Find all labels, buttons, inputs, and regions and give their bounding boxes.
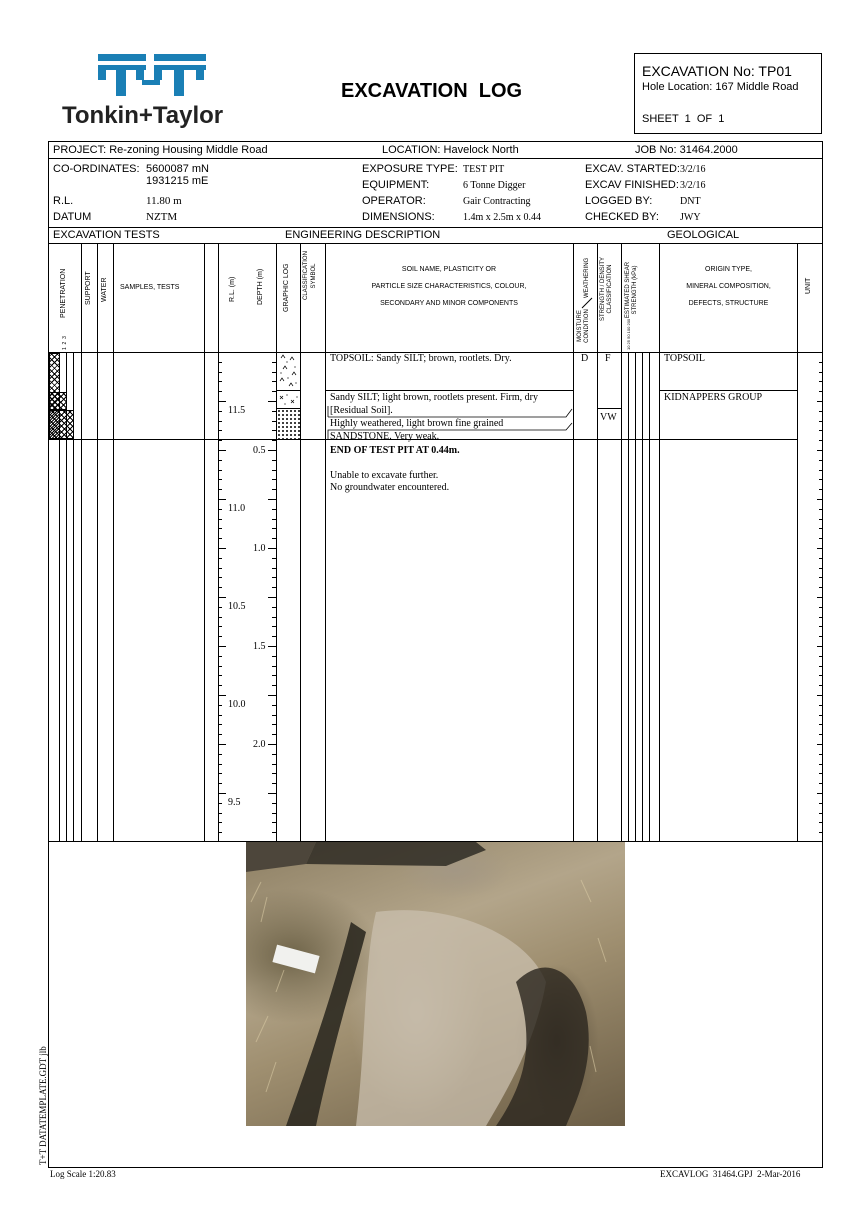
scale-tick (272, 430, 276, 431)
scale-tick (218, 832, 222, 833)
scale-tick (268, 744, 276, 745)
scale-tick (272, 470, 276, 471)
rl-label-11-0: 11.0 (228, 503, 246, 514)
equipment-value: 6 Tonne Digger (463, 180, 526, 191)
scale-tick (819, 764, 823, 765)
col-moisture: MOISTURE CONDITION (577, 309, 590, 343)
rl-label-10-0: 10.0 (228, 699, 246, 710)
scale-tick (817, 548, 823, 549)
scale-tick (819, 626, 823, 627)
layer-silt-line-2: [Residual Soil]. (330, 405, 393, 416)
scale-tick (218, 587, 222, 588)
scale-tick (272, 489, 276, 490)
coordinate-northing: 5600087 mN (146, 163, 209, 175)
scale-tick (819, 577, 823, 578)
geological-unit-kidnappers: KIDNAPPERS GROUP (664, 392, 763, 403)
scale-tick (272, 372, 276, 373)
scale-tick (218, 577, 222, 578)
note-unable-to-excavate: Unable to excavate further. (330, 470, 439, 481)
scale-tick (819, 813, 823, 814)
scale-tick (218, 362, 222, 363)
rl-label: R.L. (53, 195, 74, 207)
finished-value: 3/2/16 (680, 180, 706, 191)
scale-tick (272, 528, 276, 529)
col-classification: CLASSIFICATION SYMBOL (303, 251, 317, 300)
scale-tick (817, 695, 823, 696)
scale-tick (272, 675, 276, 676)
scale-tick (272, 421, 276, 422)
started-label: EXCAV. STARTED: (585, 163, 680, 175)
scale-tick (819, 617, 823, 618)
coordinate-easting: 1931215 mE (146, 175, 209, 187)
scale-tick (218, 813, 222, 814)
col-soil-line-2: PARTICLE SIZE CHARACTERISTICS, COLOUR, (371, 283, 527, 290)
col-soil-line-3: SECONDARY AND MINOR COMPONENTS (380, 300, 518, 307)
company-name: Tonkin+Taylor (62, 102, 224, 129)
scale-tick (218, 626, 222, 627)
log-title: EXCAVATION LOG (341, 80, 523, 102)
scale-tick (819, 568, 823, 569)
depth-label-2-0: 2.0 (253, 739, 266, 750)
scale-tick (819, 519, 823, 520)
col-weathering: WEATHERING (584, 257, 590, 298)
unit-scale (815, 352, 823, 841)
scale-tick (817, 401, 823, 402)
started-value: 3/2/16 (680, 164, 706, 175)
equipment-label: EQUIPMENT: (362, 179, 430, 191)
scale-tick (272, 656, 276, 657)
graphic-log-silt (277, 391, 300, 408)
scale-tick (819, 460, 823, 461)
scale-tick (272, 577, 276, 578)
slash-divider (581, 296, 593, 306)
scale-tick (218, 421, 222, 422)
graphic-log-topsoil (277, 353, 300, 390)
scale-tick (268, 352, 276, 353)
scale-tick (819, 538, 823, 539)
scale-tick (218, 822, 222, 823)
dimensions-value: 1.4m x 2.5m x 0.44 (463, 212, 542, 223)
scale-tick (218, 519, 222, 520)
scale-tick (272, 440, 276, 441)
scale-tick (272, 509, 276, 510)
scale-tick (272, 538, 276, 539)
scale-tick (819, 822, 823, 823)
scale-tick (272, 822, 276, 823)
scale-tick (819, 607, 823, 608)
scale-tick (218, 656, 222, 657)
file-reference: EXCAVLOG 31464.GPJ 2-Mar-2016 (660, 1169, 801, 1179)
moisture-value-layer-1: D (581, 353, 589, 364)
scale-tick (819, 440, 823, 441)
col-graphic-log: GRAPHIC LOG (283, 263, 290, 312)
scale-tick (268, 646, 276, 647)
scale-tick (218, 372, 222, 373)
scale-tick (218, 411, 222, 412)
note-no-groundwater: No groundwater encountered. (330, 482, 450, 493)
scale-tick (218, 470, 222, 471)
scale-tick (272, 391, 276, 392)
scale-tick (819, 421, 823, 422)
geological-unit-topsoil: TOPSOIL (664, 353, 705, 364)
col-geological-description (660, 264, 797, 310)
scale-tick (819, 372, 823, 373)
scale-tick (218, 705, 222, 706)
scale-tick (272, 568, 276, 569)
col-water: WATER (101, 277, 108, 302)
scale-tick (819, 470, 823, 471)
checked-label: CHECKED BY: (585, 211, 659, 223)
exposure-label: EXPOSURE TYPE: (362, 163, 458, 175)
scale-tick (218, 773, 222, 774)
scale-tick (272, 636, 276, 637)
scale-tick (817, 597, 823, 598)
scale-tick (218, 430, 222, 431)
scale-tick (218, 489, 222, 490)
col-origin-line-3: DEFECTS, STRUCTURE (688, 300, 769, 307)
scale-tick (272, 411, 276, 412)
scale-tick (272, 519, 276, 520)
operator-value: Gair Contracting (463, 196, 531, 207)
topsoil-pattern-icon (277, 353, 300, 390)
job-number: JOB No: 31464.2000 (635, 144, 738, 156)
scale-tick (218, 715, 222, 716)
project-location: LOCATION: Havelock North (382, 144, 519, 156)
col-soil-line-1: SOIL NAME, PLASTICITY OR (401, 266, 497, 273)
scale-tick (218, 764, 222, 765)
col-penetration: PENETRATION (60, 268, 67, 318)
scale-tick (819, 832, 823, 833)
scale-tick (819, 587, 823, 588)
scale-tick (272, 783, 276, 784)
scale-tick (218, 734, 222, 735)
scale-tick (218, 538, 222, 539)
scale-tick (268, 401, 276, 402)
scale-tick (817, 352, 823, 353)
scale-tick (268, 793, 276, 794)
scale-tick (819, 803, 823, 804)
scale-tick (272, 607, 276, 608)
scale-tick (218, 646, 226, 647)
scale-tick (272, 617, 276, 618)
scale-tick (272, 479, 276, 480)
layer-sandstone-line-2: SANDSTONE. Very weak. (330, 431, 440, 442)
scale-tick (272, 715, 276, 716)
scale-tick (268, 548, 276, 549)
scale-tick (218, 479, 222, 480)
scale-tick (819, 489, 823, 490)
scale-tick (819, 705, 823, 706)
col-rl: R.L. (m) (229, 276, 236, 302)
col-origin-line-1: ORIGIN TYPE, (705, 266, 752, 273)
scale-tick (819, 656, 823, 657)
exposure-value: TEST PIT (463, 164, 505, 175)
scale-tick (272, 832, 276, 833)
coordinates-label: CO-ORDINATES: (53, 163, 140, 175)
scale-tick (218, 558, 222, 559)
scale-tick (272, 724, 276, 725)
operator-label: OPERATOR: (362, 195, 426, 207)
logged-label: LOGGED BY: (585, 195, 653, 207)
scale-tick (819, 773, 823, 774)
col-penetration-scale: 1 2 3 (62, 336, 68, 350)
depth-label-1-5: 1.5 (253, 641, 266, 652)
scale-tick (272, 734, 276, 735)
project-name: PROJECT: Re-zoning Housing Middle Road (53, 144, 268, 156)
scale-tick (272, 362, 276, 363)
section-geological: GEOLOGICAL (667, 229, 740, 241)
scale-tick (272, 764, 276, 765)
scale-tick (218, 450, 226, 451)
scale-tick (817, 450, 823, 451)
end-of-test-pit: END OF TEST PIT AT 0.44m. (330, 445, 460, 456)
scale-tick (218, 666, 222, 667)
section-excavation-tests: EXCAVATION TESTS (53, 229, 160, 241)
penetration-bar-3 (49, 410, 74, 439)
scale-tick (272, 558, 276, 559)
graphic-log-sandstone (277, 409, 300, 439)
scale-tick (819, 381, 823, 382)
rl-label-9-5: 9.5 (228, 797, 241, 808)
scale-tick (819, 411, 823, 412)
rl-label-10-5: 10.5 (228, 601, 246, 612)
section-engineering-description: ENGINEERING DESCRIPTION (285, 229, 441, 241)
scale-tick (218, 401, 226, 402)
scale-tick (218, 509, 222, 510)
silt-pattern-icon (277, 391, 300, 408)
scale-tick (218, 607, 222, 608)
scale-tick (218, 548, 226, 549)
rl-label-11-5: 11.5 (228, 405, 246, 416)
scale-tick (819, 724, 823, 725)
col-soil-description (326, 264, 572, 310)
scale-tick (819, 558, 823, 559)
scale-tick (819, 666, 823, 667)
scale-tick (218, 783, 222, 784)
scale-tick (272, 587, 276, 588)
scale-tick (218, 391, 222, 392)
col-shear: ESTIMATED SHEAR STRENGTH (kPa) (625, 261, 638, 319)
scale-tick (819, 754, 823, 755)
sheet-number: SHEET 1 OF 1 (642, 113, 725, 125)
scale-tick (272, 754, 276, 755)
datum-label: DATUM (53, 211, 92, 223)
scale-tick (218, 803, 222, 804)
scale-tick (272, 626, 276, 627)
col-origin-line-2: MINERAL COMPOSITION, (686, 283, 771, 290)
logged-value: DNT (680, 196, 701, 207)
scale-tick (817, 499, 823, 500)
scale-tick (272, 666, 276, 667)
scale-tick (817, 744, 823, 745)
template-side-text: T+T DATATEMPLATE.GDT jlb (38, 1046, 48, 1165)
col-samples: SAMPLES, TESTS (120, 284, 180, 291)
scale-tick (218, 597, 226, 598)
scale-tick (272, 381, 276, 382)
scale-tick (218, 381, 222, 382)
scale-tick (218, 460, 222, 461)
scale-tick (218, 499, 226, 500)
scale-tick (819, 479, 823, 480)
col-depth: DEPTH (m) (257, 268, 264, 305)
scale-tick (819, 685, 823, 686)
scale-tick (268, 450, 276, 451)
scale-tick (819, 715, 823, 716)
finished-label: EXCAV FINISHED: (585, 179, 679, 191)
scale-tick (819, 362, 823, 363)
scale-tick (218, 636, 222, 637)
scale-tick (272, 813, 276, 814)
scale-tick (817, 646, 823, 647)
scale-tick (272, 773, 276, 774)
strength-value-layer-3: VW (600, 412, 617, 423)
scale-tick (272, 685, 276, 686)
scale-tick (819, 391, 823, 392)
strength-value-layer-1: F (605, 353, 611, 364)
datum-value: NZTM (146, 211, 178, 223)
rl-scale (218, 352, 228, 841)
scale-tick (218, 695, 226, 696)
scale-tick (218, 440, 222, 441)
col-strength: STRENGTH / DENSITY CLASSIFICATION (600, 257, 613, 322)
scale-tick (272, 460, 276, 461)
scale-tick (272, 803, 276, 804)
layer-silt-line-1: Sandy SILT; light brown, rootlets present. Firm, dry (330, 392, 538, 403)
company-logo (96, 52, 208, 100)
photo-illustration (246, 842, 625, 1126)
checked-value: JWY (680, 212, 701, 223)
log-scale: Log Scale 1:20.83 (50, 1169, 116, 1179)
scale-tick (218, 675, 222, 676)
scale-tick (817, 793, 823, 794)
test-pit-photo (246, 842, 625, 1126)
scale-tick (819, 734, 823, 735)
col-shear-scale: 10 25 50 100 200 (626, 318, 631, 350)
scale-tick (819, 509, 823, 510)
scale-tick (819, 430, 823, 431)
scale-tick (218, 352, 226, 353)
col-support: SUPPORT (85, 271, 92, 305)
depth-scale (268, 352, 276, 841)
scale-tick (218, 744, 226, 745)
scale-tick (819, 528, 823, 529)
scale-tick (218, 617, 222, 618)
scale-tick (218, 793, 226, 794)
scale-tick (268, 499, 276, 500)
depth-label-0-5: 0.5 (253, 445, 266, 456)
scale-tick (218, 528, 222, 529)
excavation-number: EXCAVATION No: TP01 (642, 63, 792, 79)
hole-location: Hole Location: 167 Middle Road (642, 81, 799, 93)
scale-tick (819, 675, 823, 676)
scale-tick (218, 724, 222, 725)
scale-tick (272, 705, 276, 706)
rl-value: 11.80 m (146, 195, 182, 207)
scale-tick (218, 568, 222, 569)
scale-tick (268, 695, 276, 696)
scale-tick (819, 783, 823, 784)
scale-tick (268, 597, 276, 598)
tt-logo-mark (96, 52, 208, 100)
penetration-bar-2 (49, 392, 67, 410)
layer-topsoil-description: TOPSOIL: Sandy SILT; brown, rootlets. Dry. (330, 353, 512, 364)
depth-label-1-0: 1.0 (253, 543, 266, 554)
scale-tick (819, 636, 823, 637)
layer-sandstone-line-1: Highly weathered, light brown fine grained (330, 418, 504, 429)
col-unit: UNIT (805, 277, 812, 294)
dimensions-label: DIMENSIONS: (362, 211, 435, 223)
scale-tick (218, 754, 222, 755)
scale-tick (218, 685, 222, 686)
slash-icon (581, 297, 593, 309)
